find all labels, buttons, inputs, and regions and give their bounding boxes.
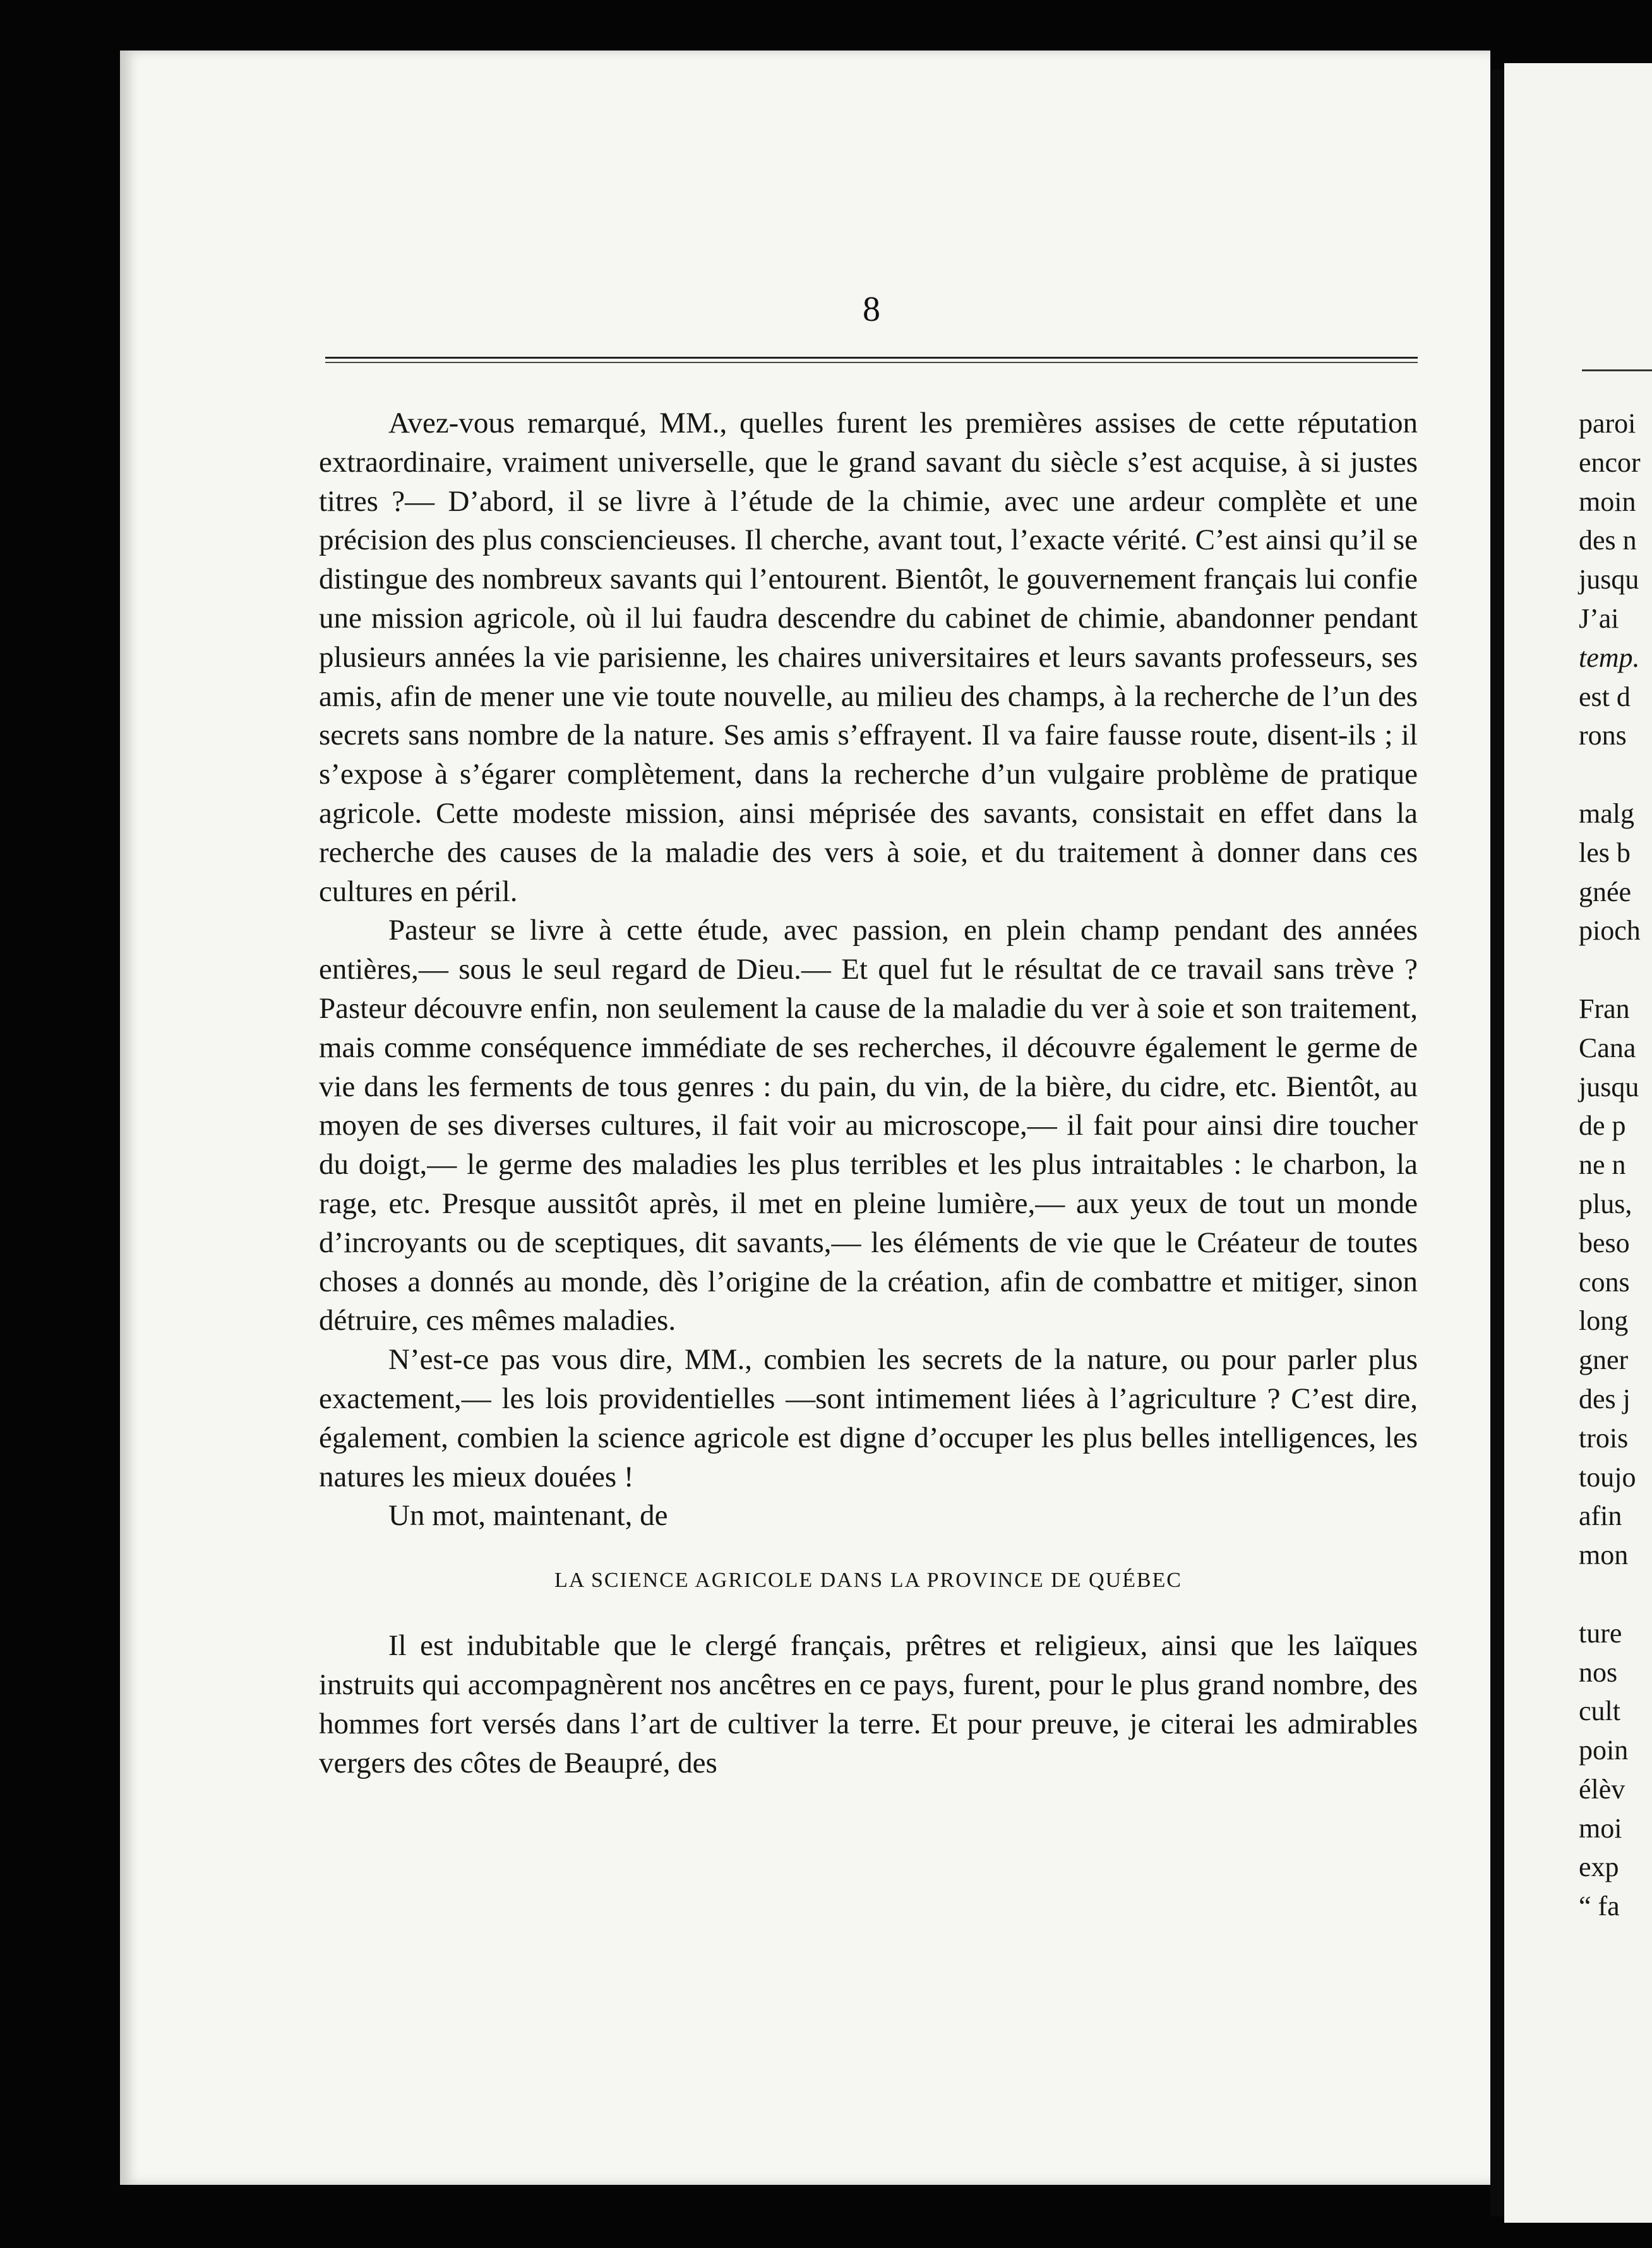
fragment-line: élèv bbox=[1579, 1773, 1625, 1805]
page-number: 8 bbox=[863, 290, 880, 329]
fragment-line: Cana bbox=[1579, 1032, 1636, 1063]
fragment-line: mon bbox=[1579, 1540, 1629, 1571]
fragment-line: cons bbox=[1579, 1266, 1630, 1298]
right-page-header-rule bbox=[1582, 369, 1652, 371]
section-heading: LA SCIENCE AGRICOLE DANS LA PROVINCE DE QUÉBEC bbox=[554, 1569, 1182, 1593]
fragment-line: rons bbox=[1579, 720, 1627, 751]
fragment-line: ture bbox=[1579, 1617, 1622, 1649]
fragment-line: Fran bbox=[1579, 993, 1630, 1024]
fragment-line: nos bbox=[1579, 1656, 1618, 1688]
fragment-line: trois bbox=[1579, 1422, 1629, 1454]
fragment-line: long bbox=[1579, 1305, 1629, 1337]
fragment-line: J’ai bbox=[1579, 602, 1619, 634]
fragment-line: beso bbox=[1579, 1227, 1630, 1259]
fragment-line: encor bbox=[1579, 446, 1641, 478]
fragment-line: des n bbox=[1579, 525, 1637, 556]
fragment-line: paroi bbox=[1579, 408, 1636, 439]
fragment-line: de p bbox=[1579, 1110, 1626, 1142]
fragment-line: plus, bbox=[1579, 1188, 1632, 1219]
paragraph-2: Pasteur se livre à cette étude, avec passion, en plein champ pendant des années entières,— sous le seul regard de Dieu.— Et quel fut le résultat de ce travail sans trève ? Pasteur découvre enfin, non seulement la cause de la maladie du ver à soie et son traitement, mais comme conséquence immédiate de ses recherches, il découvre également le germe de vie dans les ferments de tous genres : du pain, du vin, de la bière, du cidre, etc. Bientôt, au moyen de ses diverses cultures, il fait voir au microscope,— il fait pour ainsi dire toucher du doigt,— le germe des maladies les plus terribles et les plus intraitables : le charbon, la rage, etc. Presque aussitôt après, il met en pleine lumière,— aux yeux de tout un monde d’incroyants ou de sceptiques, dit savants,— les éléments de vie que le Créateur de toutes choses a donnés au monde, dès l’origine de la création, afin de combattre et mitiger, sinon détruire, ces mêmes maladies. bbox=[319, 914, 1418, 1337]
fragment-line: les b bbox=[1579, 837, 1631, 868]
fragment-line: gner bbox=[1579, 1344, 1629, 1376]
fragment-line: moin bbox=[1579, 486, 1636, 517]
fragment-line: afin bbox=[1579, 1500, 1622, 1532]
fragment-line: malg bbox=[1579, 798, 1634, 829]
fragment-line: est d bbox=[1579, 681, 1631, 712]
fragment-line: poin bbox=[1579, 1735, 1629, 1766]
paragraph-3: N’est-ce pas vous dire, MM., combien les secrets de la nature, ou pour parler plus exactement,— les lois providentielles —sont intimement liées à l’agriculture ? C’est dire, également, combien la science agricole est digne d’occuper les plus belles intelligences, les natures les mieux douées ! bbox=[319, 1343, 1418, 1493]
fragment-line: moi bbox=[1579, 1812, 1622, 1844]
fragment-line: pioch bbox=[1579, 915, 1641, 947]
fragment-line: jusqu bbox=[1579, 1071, 1639, 1103]
fragment-line: cult bbox=[1579, 1695, 1620, 1727]
fragment-line: ne n bbox=[1579, 1149, 1626, 1181]
fragment-line: gnée bbox=[1579, 876, 1632, 907]
fragment-line: temp. bbox=[1579, 642, 1640, 673]
right-page-text-fragments bbox=[1579, 404, 1652, 1926]
book-gutter bbox=[1490, 69, 1504, 2216]
fragment-line: jusqu bbox=[1579, 564, 1639, 595]
paragraph-5: Il est indubitable que le clergé français, prêtres et religieux, ainsi que les laïques instruits qui accompagnèrent nos ancêtres en ce pays, furent, pour le plus grand nombre, des hommes fort versés dans l’art de cultiver la terre. Et pour preuve, je citerai les admirables vergers des côtes de Beaupré, des bbox=[319, 1629, 1418, 1779]
fragment-line: exp bbox=[1579, 1851, 1619, 1883]
header-rule bbox=[325, 357, 1418, 363]
fragment-line: “ fa bbox=[1579, 1891, 1620, 1922]
fragment-line: toujo bbox=[1579, 1461, 1636, 1493]
main-text-column bbox=[319, 404, 1418, 1783]
paragraph-1: Avez-vous remarqué, MM., quelles furent les premières assises de cette réputation extraordinaire, vraiment universelle, que le grand savant du siècle s’est acquise, à si justes titres ?— D’abord, il se livre à l’étude de la chimie, avec une ardeur complète et une précision des plus consciencieuses. Il cherche, avant tout, l’exacte vérité. C’est ainsi qu’il se distingue des nombreux savants qui l’entourent. Bientôt, le gouvernement français lui confie une mission agricole, où il lui faudra descendre du cabinet de chimie, abandonner pendant plusieurs années la vie parisienne, les chaires universitaires et leurs savants professeurs, ses amis, afin de mener une vie toute nouvelle, au milieu des champs, à la recherche de l’un des secrets sans nombre de la nature. Ses amis s’effrayent. Il va faire fausse route, disent-ils ; il s’expose à s’égarer complètement, dans la recherche d’un vulgaire problème de pratique agricole. Cette modeste mission, ainsi méprisée des savants, consistait en effet dans la recherche des causes de la maladie des vers à soie, et du traitement à donner dans ces cultures en péril. bbox=[319, 407, 1418, 908]
fragment-line: des j bbox=[1579, 1383, 1631, 1414]
paragraph-4: Un mot, maintenant, de bbox=[388, 1499, 668, 1533]
